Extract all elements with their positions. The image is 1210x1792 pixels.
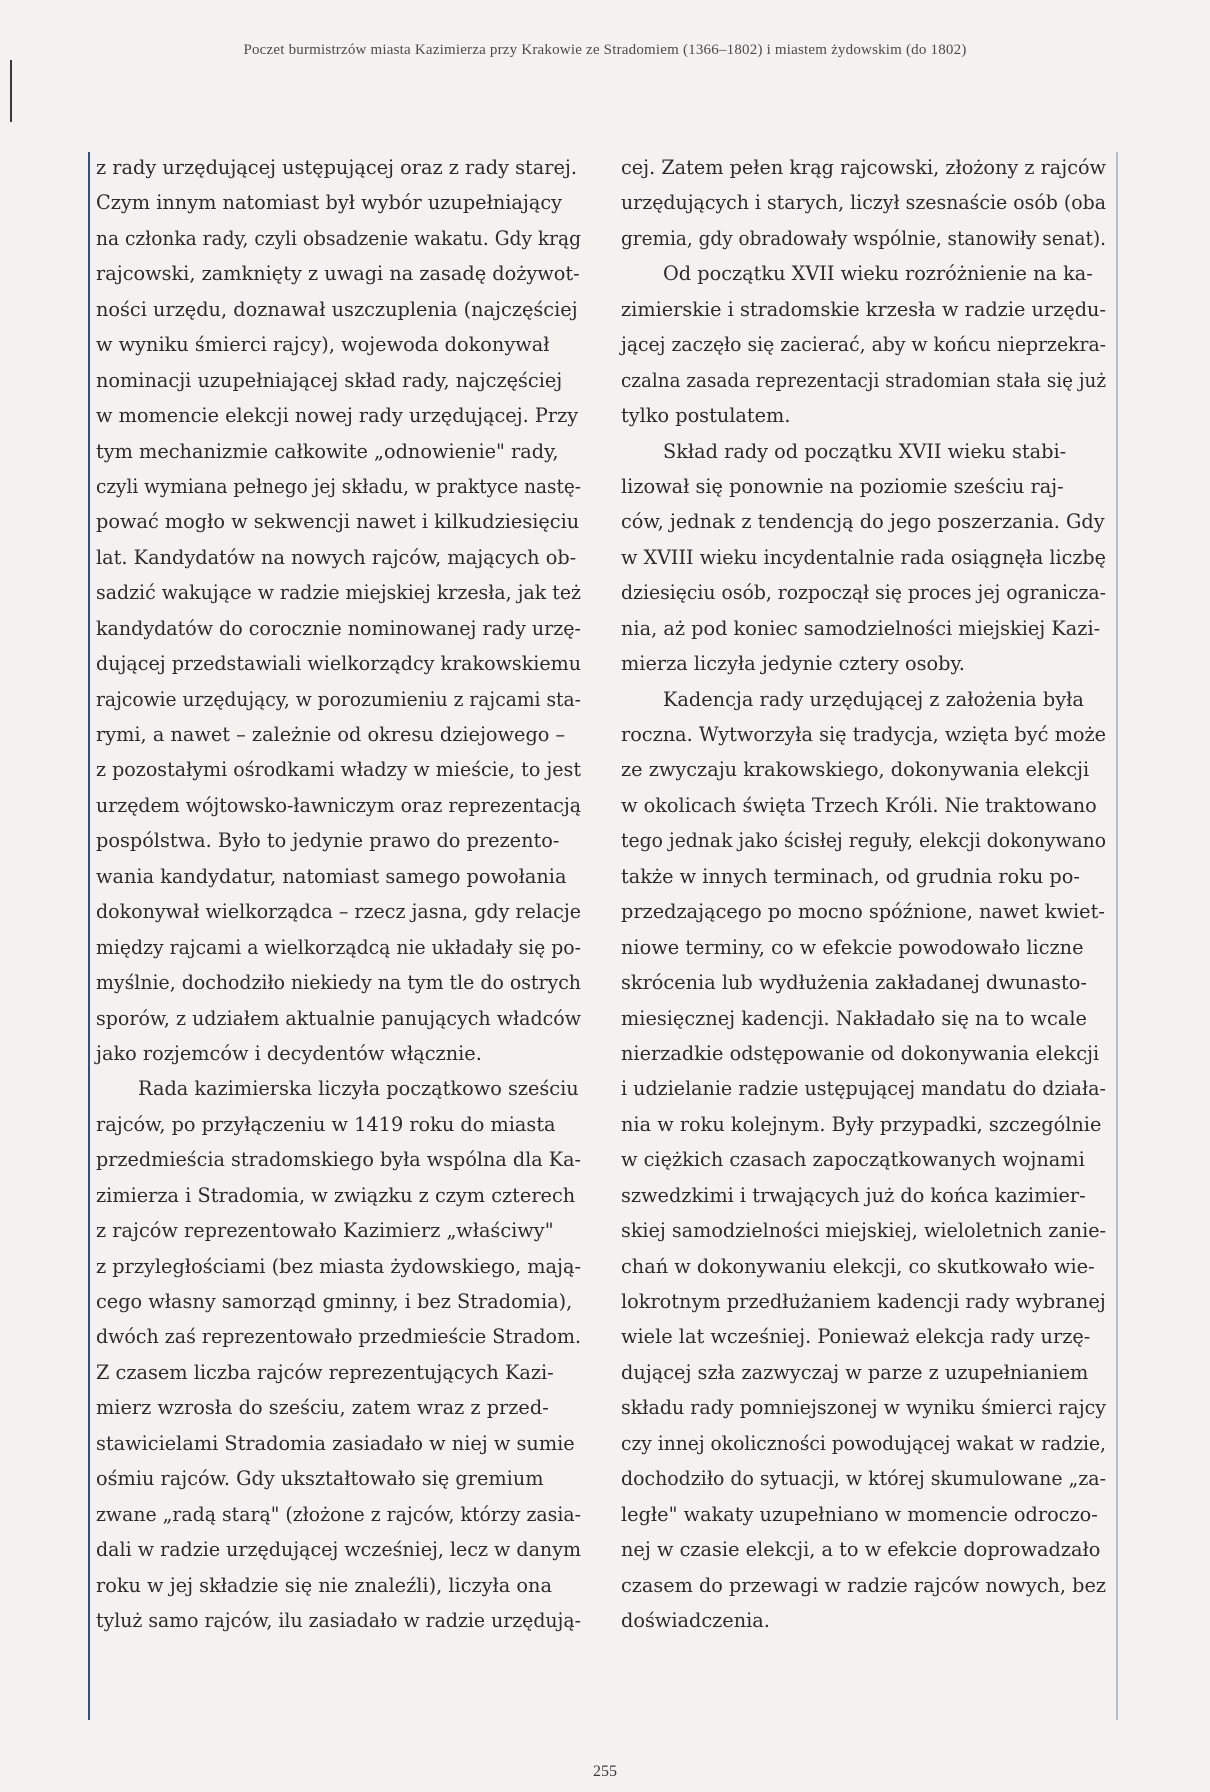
text-line: stawicielami Stradomia zasiadało w niej w sumie xyxy=(96,1431,575,1455)
text-line: dali w radzie urzędującej wcześniej, lecz w danym xyxy=(96,1538,581,1562)
text-line: w ciężkich czasach zapoczątkowanych wojnami xyxy=(621,1148,1085,1172)
text-line: jako rozjemców i decydentów włącznie. xyxy=(96,1041,482,1065)
text-line: zimierskie i stradomskie krzesła w radzie urzędu- xyxy=(621,297,1106,321)
text-line: lokrotnym przedłużaniem kadencji rady wybranej xyxy=(621,1290,1106,1313)
text-line: ze zwyczaju krakowskiego, dokonywania elekcji xyxy=(621,758,1090,782)
text-line: skrócenia lub wydłużenia zakładanej dwunasto- xyxy=(621,971,1087,995)
text-line: czalna zasada reprezentacji stradomian stała się już xyxy=(621,368,1106,392)
text-line: ności urzędu, doznawał uszczuplenia (najczęściej xyxy=(96,297,578,321)
text-line: z pozostałymi ośrodkami władzy w mieście, to jest xyxy=(96,758,581,782)
right-margin-rule xyxy=(1116,152,1118,1720)
text-line: rajcowie urzędujący, w porozumieniu z rajcami sta- xyxy=(96,687,581,711)
text-line: pospólstwa. Było to jedynie prawo do prezento- xyxy=(96,829,560,853)
text-line: przedzającego po mocno spóźnione, nawet kwiet- xyxy=(621,900,1105,924)
paragraph-start-line: Skład rady od początku XVII wieku stabi- xyxy=(663,439,1067,463)
text-line: lizował się ponownie na poziomie sześciu raj- xyxy=(621,474,1064,498)
text-line: w wyniku śmierci rajcy), wojewoda dokonywał xyxy=(96,333,550,357)
text-line: nia, aż pod koniec samodzielności miejskiej Kazi- xyxy=(621,616,1101,640)
text-line: cej. Zatem pełen krąg rajcowski, złożony z rajców xyxy=(621,156,1106,179)
text-line: czasem do przewagi w radzie rajców nowych, bez xyxy=(621,1573,1106,1597)
text-line: i udzielanie radzie ustępującej mandatu do działa- xyxy=(621,1077,1106,1101)
text-line: rajców, po przyłączeniu w 1419 roku do miasta xyxy=(96,1112,556,1136)
paragraph-start-line: Kadencja rady urzędującej z założenia była xyxy=(663,687,1084,711)
text-line: w momencie elekcji nowej rady urzędującej. Przy xyxy=(96,404,579,428)
text-line: myślnie, dochodziło niekiedy na tym tle do ostrych xyxy=(96,971,581,995)
text-line: roczna. Wytworzyła się tradycja, wzięta być może xyxy=(621,723,1106,746)
text-line: między rajcami a wielkorządcą nie układały się po- xyxy=(96,935,581,959)
text-line: nia w roku kolejnym. Były przypadki, szczególnie xyxy=(621,1112,1102,1136)
text-line: z rady urzędującej ustępującej oraz z rady starej. xyxy=(96,156,577,179)
text-line: rymi, a nawet – zależnie od okresu dziejowego – xyxy=(96,723,566,746)
text-line: także w innych terminach, od grudnia roku po- xyxy=(621,864,1080,888)
text-line: gremia, gdy obradowały wspólnie, stanowiły senat). xyxy=(621,226,1106,250)
text-line: kandydatów do corocznie nominowanej rady urzę- xyxy=(96,616,581,640)
text-line: dziesięciu osób, rozpoczął się proces jej ogranicza- xyxy=(621,581,1106,605)
text-line: nej w czasie elekcji, a to w efekcie doprowadzało xyxy=(621,1538,1101,1562)
text-line: chań w dokonywaniu elekcji, co skutkowało wie- xyxy=(621,1254,1095,1278)
text-line: składu rady pomniejszonej w wyniku śmierci rajcy xyxy=(621,1396,1106,1420)
text-line: mierz wzrosła do sześciu, zatem wraz z przed- xyxy=(96,1396,549,1420)
page-edge-mark xyxy=(10,60,12,122)
text-line: czy innej okoliczności powodującej wakat w radzie, xyxy=(621,1431,1106,1455)
paragraph-start-line: Rada kazimierska liczyła początkowo sześciu xyxy=(138,1077,579,1101)
text-line: dokonywał wielkorządca – rzecz jasna, gdy relacje xyxy=(96,900,581,924)
text-line: mierza liczyła jedynie cztery osoby. xyxy=(621,652,965,676)
text-line: dującej szła zazwyczaj w parze z uzupełnianiem xyxy=(621,1360,1089,1384)
text-line: tyluż samo rajców, ilu zasiadało w radzie urzędują- xyxy=(96,1608,581,1632)
text-line: nominacji uzupełniającej skład rady, najczęściej xyxy=(96,368,563,392)
text-line: pować mogło w sekwencji nawet i kilkudziesięciu xyxy=(96,510,580,534)
left-text-column xyxy=(96,150,581,1638)
text-line: urzędem wójtowsko-ławniczym oraz reprezentacją xyxy=(96,793,581,817)
text-line: zwane „radą starą" (złożone z rajców, którzy zasia- xyxy=(96,1502,581,1526)
text-line: z przyległościami (bez miasta żydowskiego, mają- xyxy=(96,1254,581,1278)
text-line: z rajców reprezentowało Kazimierz „właściwy" xyxy=(96,1219,554,1243)
text-line: nierzadkie odstępowanie od dokonywania elekcji xyxy=(621,1041,1100,1065)
text-line: wania kandydatur, natomiast samego powołania xyxy=(96,864,567,888)
text-line: cego własny samorząd gminny, i bez Stradomia), xyxy=(96,1290,573,1313)
text-line: Czym innym natomiast był wybór uzupełniający xyxy=(96,191,563,215)
text-line: przedmieścia stradomskiego była wspólna dla Ka- xyxy=(96,1148,581,1172)
text-line: ośmiu rajców. Gdy ukształtowało się gremium xyxy=(96,1467,544,1491)
text-line: lat. Kandydatów na nowych rajców, mających ob- xyxy=(96,545,577,569)
text-line: rajcowski, zamknięty z uwagi na zasadę dożywot- xyxy=(96,262,580,286)
text-line: Z czasem liczba rajców reprezentujących Kazi- xyxy=(96,1360,554,1384)
text-line: jącej zaczęło się zacierać, aby w końcu nieprzekra- xyxy=(621,333,1106,357)
text-line: niowe terminy, co w efekcie powodowało liczne xyxy=(621,935,1084,959)
text-line: roku w jej składzie się nie znaleźli), liczyła ona xyxy=(96,1573,552,1597)
right-text-column xyxy=(621,150,1106,1638)
text-line: tego jednak jako ścisłej reguły, elekcji dokonywano xyxy=(621,829,1106,853)
text-line: w okolicach święta Trzech Króli. Nie traktowano xyxy=(621,793,1097,817)
text-line: tym mechanizmie całkowite „odnowienie" rady, xyxy=(96,439,559,463)
text-line: ców, jednak z tendencją do jego poszerzania. Gdy xyxy=(621,510,1105,534)
text-line: miesięcznej kadencji. Nakładało się na to wcale xyxy=(621,1006,1087,1030)
text-line: ległe" wakaty uzupełniano w momencie odroczo- xyxy=(621,1502,1098,1526)
text-line: skiej samodzielności miejskiej, wieloletnich zanie- xyxy=(621,1219,1106,1243)
text-line: urzędujących i starych, liczył szesnaście osób (oba xyxy=(621,191,1106,215)
text-line: dwóch zaś reprezentowało przedmieście Stradom. xyxy=(96,1325,581,1349)
text-line: doświadczenia. xyxy=(621,1608,770,1632)
text-line: sadzić wakujące w radzie miejskiej krzesła, jak też xyxy=(96,581,581,605)
text-line: dującej przedstawiali wielkorządcy krakowskiemu xyxy=(96,652,581,676)
text-line: na członka rady, czyli obsadzenie wakatu. Gdy krąg xyxy=(96,226,581,250)
paragraph-start-line: Od początku XVII wieku rozróżnienie na ka- xyxy=(663,262,1093,286)
text-line: tylko postulatem. xyxy=(621,404,791,428)
text-line: zimierza i Stradomia, w związku z czym czterech xyxy=(96,1183,576,1207)
text-line: szwedzkimi i trwających już do końca kazimier- xyxy=(621,1183,1086,1207)
text-line: w XVIII wieku incydentalnie rada osiągnęła liczbę xyxy=(621,545,1106,569)
text-line: dochodziło do sytuacji, w której skumulowane „za- xyxy=(621,1467,1106,1491)
text-line: sporów, z udziałem aktualnie panujących władców xyxy=(96,1006,581,1030)
page-number: 255 xyxy=(593,1763,617,1780)
left-margin-rule xyxy=(88,152,90,1720)
text-line: czyli wymiana pełnego jej składu, w praktyce nastę- xyxy=(96,474,581,498)
running-header: Poczet burmistrzów miasta Kazimierza przy Krakowie ze Stradomiem (1366–1802) i miastem żydowskim (do 1802) xyxy=(243,42,967,58)
text-line: wiele lat wcześniej. Ponieważ elekcja rady urzę- xyxy=(621,1325,1091,1349)
